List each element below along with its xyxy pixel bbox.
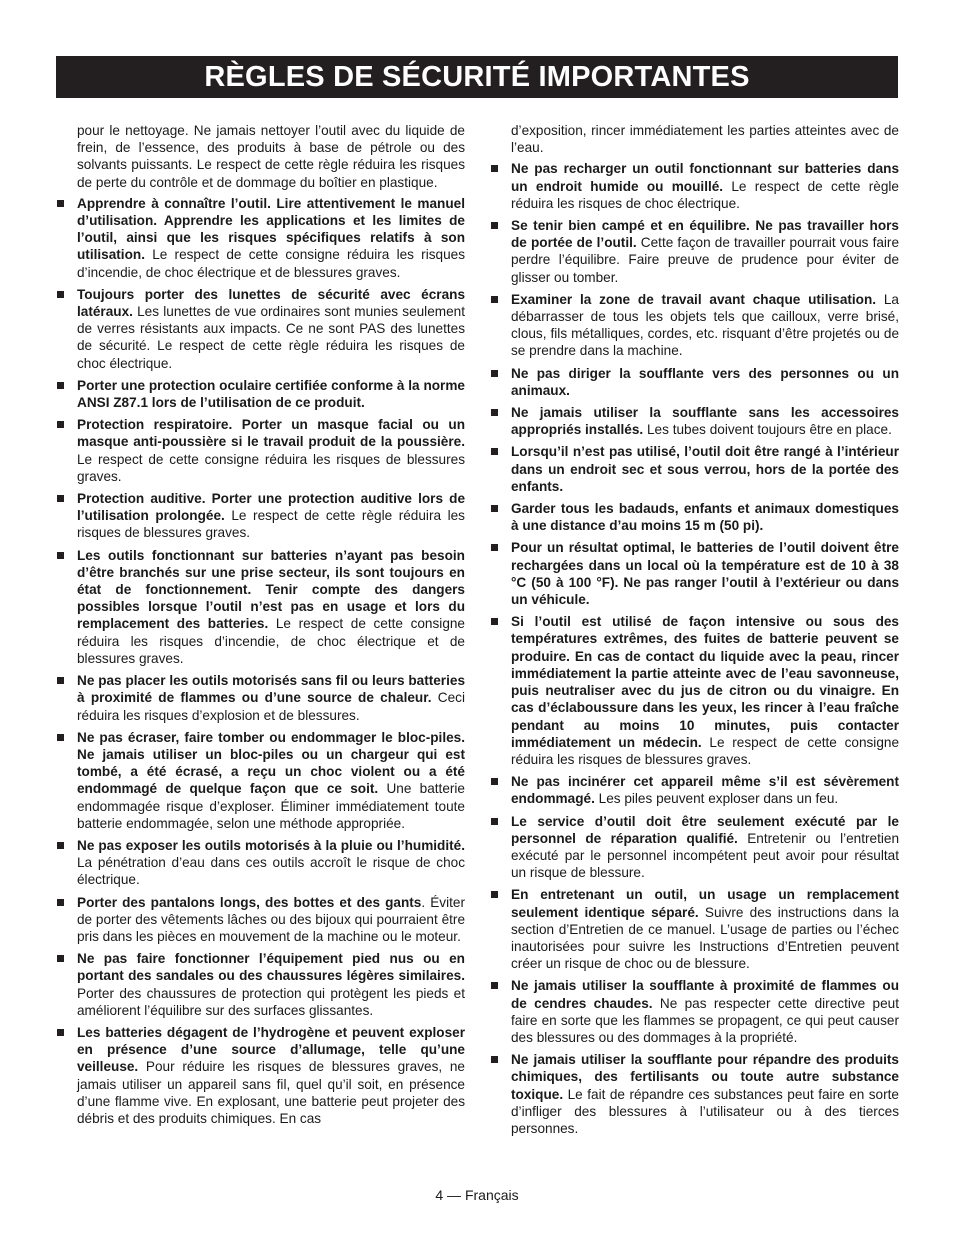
square-bullet-icon bbox=[57, 1029, 64, 1036]
square-bullet-icon bbox=[57, 382, 64, 389]
rule-body-text: Le respect de cette règle réduira les risques de blessures graves. bbox=[77, 508, 465, 541]
safety-rule-item bbox=[77, 672, 465, 724]
square-bullet-icon bbox=[491, 544, 498, 551]
square-bullet-icon bbox=[57, 677, 64, 684]
square-bullet-icon bbox=[57, 552, 64, 559]
rule-body-text: Entretenir ou l’entretien exécuté par le personnel incompétent peut avoir pour résultat un risque de blessure. bbox=[511, 830, 900, 881]
rule-body-text: Le respect de cette consigne réduira les risques de blessures graves. bbox=[511, 734, 900, 767]
square-bullet-icon bbox=[57, 842, 64, 849]
square-bullet-icon bbox=[491, 891, 498, 898]
rule-bold-text: Porter des pantalons longs, des bottes et des gants bbox=[77, 894, 422, 910]
safety-rule-item bbox=[511, 613, 899, 768]
safety-rule-item bbox=[77, 950, 465, 1019]
square-bullet-icon bbox=[491, 448, 498, 455]
square-bullet-icon bbox=[491, 618, 498, 625]
rule-body-text: Le respect de cette consigne réduira les risques de blessures graves. bbox=[77, 451, 465, 484]
safety-rule-item bbox=[77, 547, 465, 667]
square-bullet-icon bbox=[57, 200, 64, 207]
rule-bold-text: Ne pas incinérer cet appareil même s’il est sévèrement endommagé. bbox=[511, 774, 899, 807]
safety-rule-item bbox=[511, 1051, 899, 1137]
square-bullet-icon bbox=[491, 296, 498, 303]
safety-rule-item bbox=[511, 500, 899, 534]
rule-body-text: . Éviter de porter des vêtements lâches ou des bijoux qui pourraient être pris dans les pièces en mouvement de la machine ou le moteur. bbox=[77, 894, 465, 944]
rule-body-text: Pour réduire les risques de blessures graves, ne jamais utiliser un appareil sans fil, quel qu’il soit, en présence d’une flamme vive. En explosant, une batterie peut projeter des débris et des produits chimiques. En cas bbox=[77, 1059, 465, 1126]
rule-body-text: Cette façon de travailler pourrait vous faire perdre l’équilibre. Faire preuve de prudence pour éviter de glisser ou tomber. bbox=[511, 235, 900, 285]
rule-bold-text: Ne pas placer les outils motorisés sans fil ou leurs batteries à proximité de flammes ou d’une source de chaleur. bbox=[77, 673, 465, 706]
rule-bold-text: Se tenir bien campé et en équilibre. Ne pas travailler hors de portée de l’outil. bbox=[511, 218, 899, 251]
page-footer: 4 — Français bbox=[435, 1187, 519, 1203]
safety-rule-item bbox=[77, 286, 465, 372]
rule-body-text: Les piles peuvent exploser dans un feu. bbox=[594, 791, 839, 807]
safety-rule-item bbox=[511, 886, 899, 972]
rule-body-text: Suivre des instructions dans la section d’Entretien de ce manuel. L’usage de parties ou l’échec inautorisées pour suivre les Instructions d’Entretien peuvent créer un risque de choc ou de blessure. bbox=[511, 904, 899, 972]
rule-body-text: Porter des chaussures de protection qui protègent les pieds et améliorent l’équilibre sur des surfaces glissantes. bbox=[77, 985, 465, 1018]
left-column bbox=[77, 122, 465, 1132]
safety-rule-item bbox=[77, 729, 465, 832]
square-bullet-icon bbox=[57, 899, 64, 906]
rule-body-text: Une batterie endommagée risque d’exploser. Éliminer immédiatement toute batterie endommagée, selon une méthode appropriée. bbox=[77, 781, 465, 831]
square-bullet-icon bbox=[57, 734, 64, 741]
rule-bold-text: Ne pas diriger la soufflante vers des personnes ou un animaux. bbox=[511, 365, 899, 398]
square-bullet-icon bbox=[491, 370, 498, 377]
safety-rule-item bbox=[77, 490, 465, 542]
continued-paragraph: pour le nettoyage. Ne jamais nettoyer l’outil avec du liquide de frein, de l’essence, des produits à base de pétrole ou des solvants puissants. Le respect de cette règle réduira les risques de perte du contrôle et de dommage du boîtier en plastique. bbox=[77, 123, 465, 190]
rule-bold-text: Protection respiratoire. Porter un masque facial ou un masque anti-poussière si le travail produit de la poussière. bbox=[77, 417, 465, 450]
page-title: RÈGLES DE SÉCURITÉ IMPORTANTES bbox=[204, 60, 750, 93]
square-bullet-icon bbox=[491, 409, 498, 416]
rule-body-text: Ne pas respecter cette directive peut faire en sorte que les flammes se propagent, ce qui peut causer des blessures ou des dommages à la propriété. bbox=[511, 995, 900, 1045]
safety-rule-item bbox=[511, 773, 899, 807]
rule-body-text: Le fait de répandre ces substances peut faire en sorte d’infliger des blessures à l’utilisateur ou à des tierces personnes. bbox=[511, 1086, 899, 1136]
safety-rule-item bbox=[77, 1024, 465, 1127]
safety-rule-item bbox=[77, 416, 465, 485]
rule-bold-text: Ne pas recharger un outil fonctionnant sur batteries dans un endroit humide ou mouillé. bbox=[511, 161, 899, 194]
square-bullet-icon bbox=[491, 818, 498, 825]
rule-bold-text: Les batteries dégagent de l’hydrogène et peuvent exploser en présence d’une source d’allumage, telle qu’une veilleuse. bbox=[77, 1024, 465, 1075]
rule-bold-text: Examiner la zone de travail avant chaque utilisation. bbox=[511, 291, 877, 307]
rule-body-text: Le respect de cette consigne réduira les risques d’incendie, de choc électrique et de blessures graves. bbox=[77, 616, 465, 666]
safety-rule-item bbox=[77, 377, 465, 411]
safety-rule-item bbox=[511, 813, 899, 882]
safety-rule-item bbox=[77, 837, 465, 889]
square-bullet-icon bbox=[491, 222, 498, 229]
rule-body-text: La débarrasser de tous les objets tels que cailloux, verre brisé, clous, fils métalliques, cordes, etc. risquant d’être projetés ou de se prendre dans la machine. bbox=[511, 291, 899, 359]
rule-bold-text: Apprendre à connaître l’outil. Lire attentivement le manuel d’utilisation. Apprendre les applications et les limites de l’outil, ainsi que les risques spécifiques relatifs à son utilisation. bbox=[77, 195, 465, 263]
square-bullet-icon bbox=[57, 291, 64, 298]
rule-bold-text: Garder tous les badauds, enfants et animaux domestiques à une distance d’au moins 15 m (50 pi). bbox=[511, 501, 899, 534]
safety-rule-item bbox=[511, 217, 899, 286]
square-bullet-icon bbox=[491, 1056, 498, 1063]
continued-paragraph: d’exposition, rincer immédiatement les parties atteintes avec de l’eau. bbox=[511, 123, 899, 156]
right-rule-list bbox=[511, 160, 899, 1137]
square-bullet-icon bbox=[491, 505, 498, 512]
rule-bold-text: Ne pas faire fonctionner l’équipement pied nus ou en portant des sandales ou des chaussures légères similaires. bbox=[77, 951, 465, 984]
safety-rule-item bbox=[511, 404, 899, 438]
left-rule-list bbox=[77, 195, 465, 1127]
safety-rule-item bbox=[511, 291, 899, 360]
rule-body-text: Ceci réduira les risques d’explosion et de blessures. bbox=[77, 690, 465, 723]
square-bullet-icon bbox=[491, 778, 498, 785]
square-bullet-icon bbox=[57, 955, 64, 962]
square-bullet-icon bbox=[491, 165, 498, 172]
rule-bold-text: En entretenant un outil, un usage un remplacement seulement identique séparé. bbox=[511, 887, 899, 920]
rule-bold-text: Protection auditive. Porter une protection auditive lors de l’utilisation prolongée. bbox=[77, 491, 465, 524]
rule-bold-text: Toujours porter des lunettes de sécurité avec écrans latéraux. bbox=[77, 286, 465, 320]
rule-body-text: Les tubes doivent toujours être en place. bbox=[643, 422, 892, 438]
rule-bold-text: Le service d’outil doit être seulement exécuté par le personnel de réparation qualifié. bbox=[511, 813, 899, 846]
safety-rule-item bbox=[77, 894, 465, 946]
rule-body-text: Le respect de cette règle réduira les risques de choc électrique. bbox=[511, 178, 899, 211]
rule-bold-text: Lorsqu’il n’est pas utilisé, l’outil doit être rangé à l’intérieur dans un endroit sec et sous verrou, hors de la portée des enfants. bbox=[511, 444, 899, 494]
rule-bold-text: Ne pas exposer les outils motorisés à la pluie ou l’humidité. bbox=[77, 837, 465, 853]
rule-bold-text: Pour un résultat optimal, le batteries de l’outil doivent être rechargées dans un local où la température est de 10 à 38 °C (50 à 100 °F). Ne pas ranger l’outil à l’extérieur ou dans un véhicule. bbox=[511, 540, 899, 608]
rule-bold-text: Ne jamais utiliser la soufflante pour répandre des produits chimiques, des fertilisants ou toute autre substance toxique. bbox=[511, 1052, 899, 1102]
safety-rule-item bbox=[511, 365, 899, 399]
title-bar bbox=[56, 56, 898, 98]
rule-body-text: Le respect de cette consigne réduira les risques d’incendie, de choc électrique et de blessures graves. bbox=[77, 247, 465, 280]
safety-rule-item bbox=[511, 443, 899, 495]
rule-bold-text: Ne jamais utiliser la soufflante à proximité de flammes ou de cendres chaudes. bbox=[511, 978, 899, 1011]
rule-body-text: Les lunettes de vue ordinaires sont munies seulement de verres résistants aux impacts. Ce ne sont PAS des lunettes de sécurité. Le respect de cette règle réduira les risques de choc électrique. bbox=[77, 304, 465, 371]
square-bullet-icon bbox=[491, 982, 498, 989]
rule-bold-text: Si l’outil est utilisé de façon intensive ou sous des températures extrêmes, des fuites de batterie peuvent se produire. En cas de contact du liquide avec la peau, rincer immédiatement la partie atteinte avec de l’eau savonneuse, puis neutraliser avec du jus de citron ou du vinaigre. En cas d’éclaboussure dans les yeux, les rincer à l’eau fraîche pendant au moins 10 minutes, puis contacter immédiatement un médecin. bbox=[511, 614, 899, 750]
rule-body-text: La pénétration d’eau dans ces outils accroît le risque de choc électrique. bbox=[77, 855, 465, 888]
rule-bold-text: Ne pas écraser, faire tomber ou endommager le bloc-piles. Ne jamais utiliser un bloc-piles ou un chargeur qui est tombé, a été écrasé, a reçu un choc violent ou a été endommagé de quelque façon que ce soit. bbox=[77, 729, 465, 797]
square-bullet-icon bbox=[57, 495, 64, 502]
right-column bbox=[511, 122, 899, 1142]
rule-bold-text: Ne jamais utiliser la soufflante sans les accessoires appropriés installés. bbox=[511, 405, 899, 438]
square-bullet-icon bbox=[57, 421, 64, 428]
safety-rule-item bbox=[511, 977, 899, 1046]
rule-bold-text: Les outils fonctionnant sur batteries n’ayant pas besoin d’être branchés sur une prise secteur, ils sont toujours en état de fonctionnement. Tenir compte des dangers possibles lorsque l’outil n’est pas en usage et lors du remplacement des batteries. bbox=[77, 547, 465, 632]
rule-bold-text: Porter une protection oculaire certifiée conforme à la norme ANSI Z87.1 lors de l’utilisation de ce produit. bbox=[77, 377, 465, 411]
safety-rule-item bbox=[511, 160, 899, 212]
safety-rule-item bbox=[77, 195, 465, 281]
safety-rule-item bbox=[511, 539, 899, 608]
